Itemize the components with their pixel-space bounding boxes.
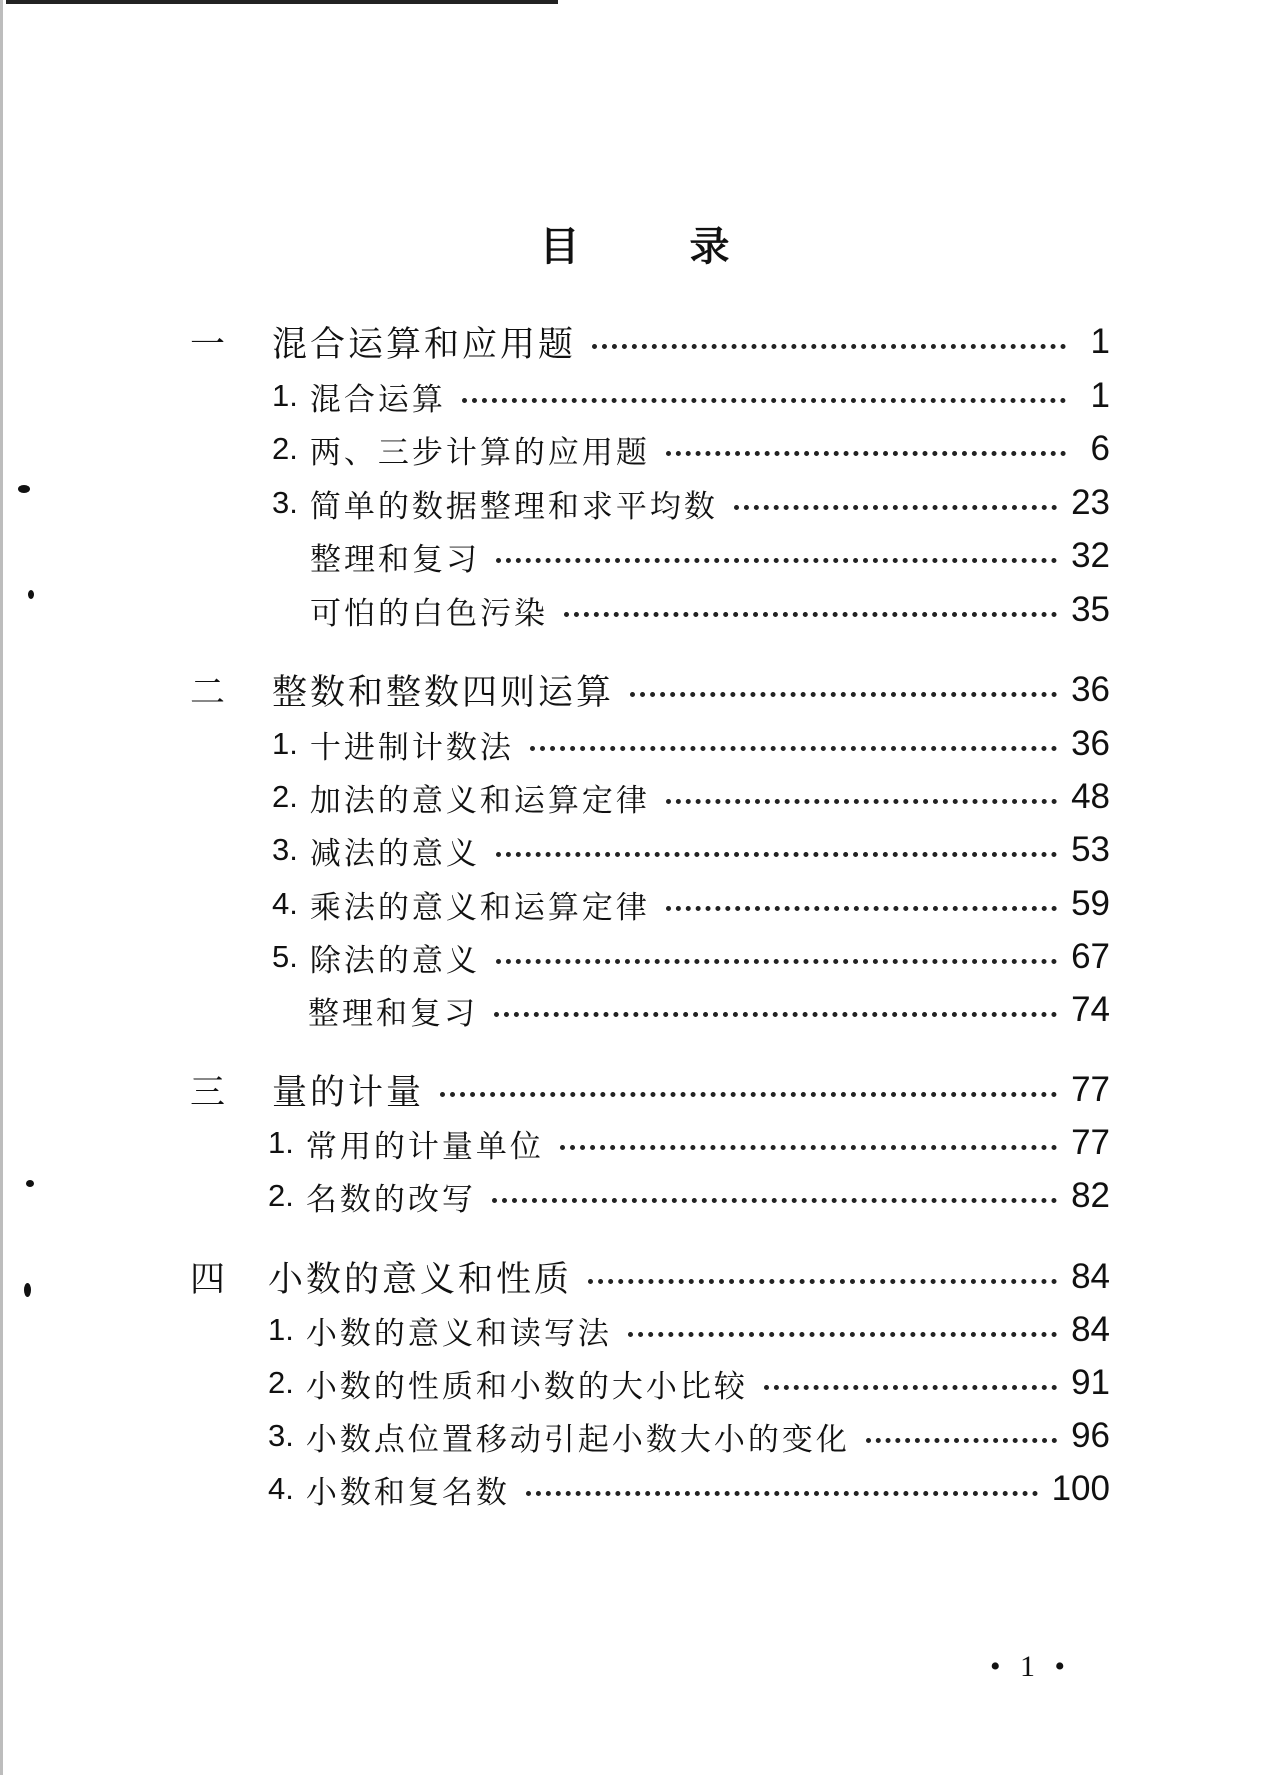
toc-section-entry[interactable] (272, 826, 1110, 874)
entry-page: 1 (1090, 322, 1110, 361)
entry-title: 加法的意义和运算定律 (309, 782, 650, 819)
entry-page: 67 (1071, 937, 1110, 976)
entry-page: 96 (1071, 1416, 1110, 1455)
entry-title: 混合运算和应用题 (272, 325, 577, 365)
toc-section-entry[interactable] (268, 1465, 1110, 1513)
entry-title: 名数的改写 (305, 1181, 476, 1218)
dot-leader (734, 505, 1057, 510)
entry-page: 84 (1071, 1257, 1110, 1296)
entry-page: 35 (1071, 590, 1110, 629)
dot-leader (462, 398, 1066, 403)
toc-section-entry[interactable] (272, 425, 1110, 473)
entry-title: 小数的意义和读写法 (305, 1315, 612, 1352)
entry-page: 91 (1071, 1363, 1110, 1402)
toc-chapter-entry[interactable] (272, 318, 1110, 366)
entry-number: 4. (268, 1471, 294, 1506)
entry-title: 整理和复习 (308, 995, 478, 1032)
entry-title: 整数和整数四则运算 (272, 673, 615, 713)
dot-leader (866, 1438, 1057, 1443)
toc-section-entry[interactable] (268, 1119, 1110, 1167)
dot-leader (666, 799, 1057, 804)
entry-page: 100 (1051, 1469, 1110, 1508)
entry-number: 1. (272, 726, 298, 761)
entry-title: 小数点位置移动引起小数大小的变化 (305, 1421, 850, 1458)
toc-chapter-entry[interactable] (272, 1066, 1110, 1114)
entry-title: 整理和复习 (310, 541, 480, 578)
entry-number: 1. (272, 378, 298, 413)
entry-number: 1. (268, 1312, 294, 1347)
entry-number: 4. (272, 886, 298, 921)
title-char-2: 录 (689, 224, 730, 270)
entry-page: 32 (1071, 536, 1110, 575)
toc-section-entry[interactable] (268, 1412, 1110, 1460)
entry-title: 十进制计数法 (309, 729, 514, 766)
entry-title: 除法的意义 (309, 942, 480, 979)
dot-leader (592, 344, 1066, 349)
entry-page: 53 (1071, 830, 1110, 869)
page-number: • 1 • (990, 1650, 1072, 1683)
entry-page: 84 (1071, 1310, 1110, 1349)
dot-leader (496, 959, 1057, 964)
toc-section-entry[interactable] (310, 586, 1110, 634)
toc-chapter-entry[interactable] (272, 666, 1110, 714)
dot-leader (630, 692, 1057, 697)
entry-number: 2. (268, 1178, 294, 1213)
entry-number: 3. (268, 1418, 294, 1453)
toc-section-entry[interactable] (268, 1359, 1110, 1407)
dot-leader (764, 1385, 1057, 1390)
dot-leader (496, 852, 1057, 857)
entry-title: 混合运算 (309, 381, 446, 418)
entry-number: 5. (272, 939, 298, 974)
dot-leader (440, 1092, 1057, 1097)
dot-leader (666, 451, 1066, 456)
entry-page: 1 (1090, 376, 1110, 415)
entry-page: 23 (1071, 483, 1110, 522)
entry-page: 48 (1071, 777, 1110, 816)
chapter-mark: 一 (190, 325, 226, 365)
dot-leader (564, 612, 1057, 617)
dot-leader (588, 1279, 1057, 1284)
dot-leader (492, 1198, 1057, 1203)
dot-leader (666, 906, 1057, 911)
entry-title: 小数和复名数 (305, 1474, 510, 1511)
entry-title: 常用的计量单位 (305, 1128, 544, 1165)
dot-leader (628, 1332, 1057, 1337)
dot-leader (494, 1012, 1057, 1017)
entry-title: 乘法的意义和运算定律 (309, 889, 650, 926)
entry-number: 2. (272, 431, 298, 466)
dot-leader (496, 558, 1057, 563)
entry-page: 36 (1071, 724, 1110, 763)
toc-section-entry[interactable] (272, 933, 1110, 981)
toc-section-entry[interactable] (268, 1306, 1110, 1354)
chapter-mark: 四 (190, 1260, 226, 1300)
toc-section-entry[interactable] (272, 720, 1110, 768)
entry-page: 6 (1090, 429, 1110, 468)
entry-number: 1. (268, 1125, 294, 1160)
toc-section-entry[interactable] (272, 880, 1110, 928)
entry-title: 小数的意义和性质 (268, 1260, 573, 1300)
entry-title: 两、三步计算的应用题 (309, 434, 650, 471)
title-char-1: 目 (539, 224, 580, 270)
dot-leader (530, 746, 1057, 751)
entry-title: 可怕的白色污染 (310, 595, 548, 632)
entry-number: 3. (272, 485, 298, 520)
entry-page: 74 (1071, 990, 1110, 1029)
toc-section-entry[interactable] (268, 1172, 1110, 1220)
entry-page: 77 (1071, 1123, 1110, 1162)
entry-page: 82 (1071, 1176, 1110, 1215)
entry-number: 2. (272, 779, 298, 814)
toc-section-entry[interactable] (272, 372, 1110, 420)
dot-leader (560, 1145, 1057, 1150)
toc-chapter-entry[interactable] (268, 1253, 1110, 1301)
entry-number: 2. (268, 1365, 294, 1400)
chapter-mark: 三 (190, 1073, 226, 1113)
dot-leader (526, 1491, 1038, 1496)
toc-section-entry[interactable] (272, 479, 1110, 527)
entry-number: 3. (272, 832, 298, 867)
entry-title: 小数的性质和小数的大小比较 (305, 1368, 748, 1405)
toc-section-entry[interactable] (272, 773, 1110, 821)
entry-title: 减法的意义 (309, 835, 480, 872)
toc-section-entry[interactable] (310, 532, 1110, 580)
entry-title: 量的计量 (272, 1073, 425, 1113)
entry-page: 59 (1071, 884, 1110, 923)
entry-title: 简单的数据整理和求平均数 (309, 488, 718, 525)
entry-page: 36 (1071, 670, 1110, 709)
toc-section-entry[interactable] (308, 986, 1110, 1034)
entry-page: 77 (1071, 1070, 1110, 1109)
chapter-mark: 二 (190, 673, 226, 713)
